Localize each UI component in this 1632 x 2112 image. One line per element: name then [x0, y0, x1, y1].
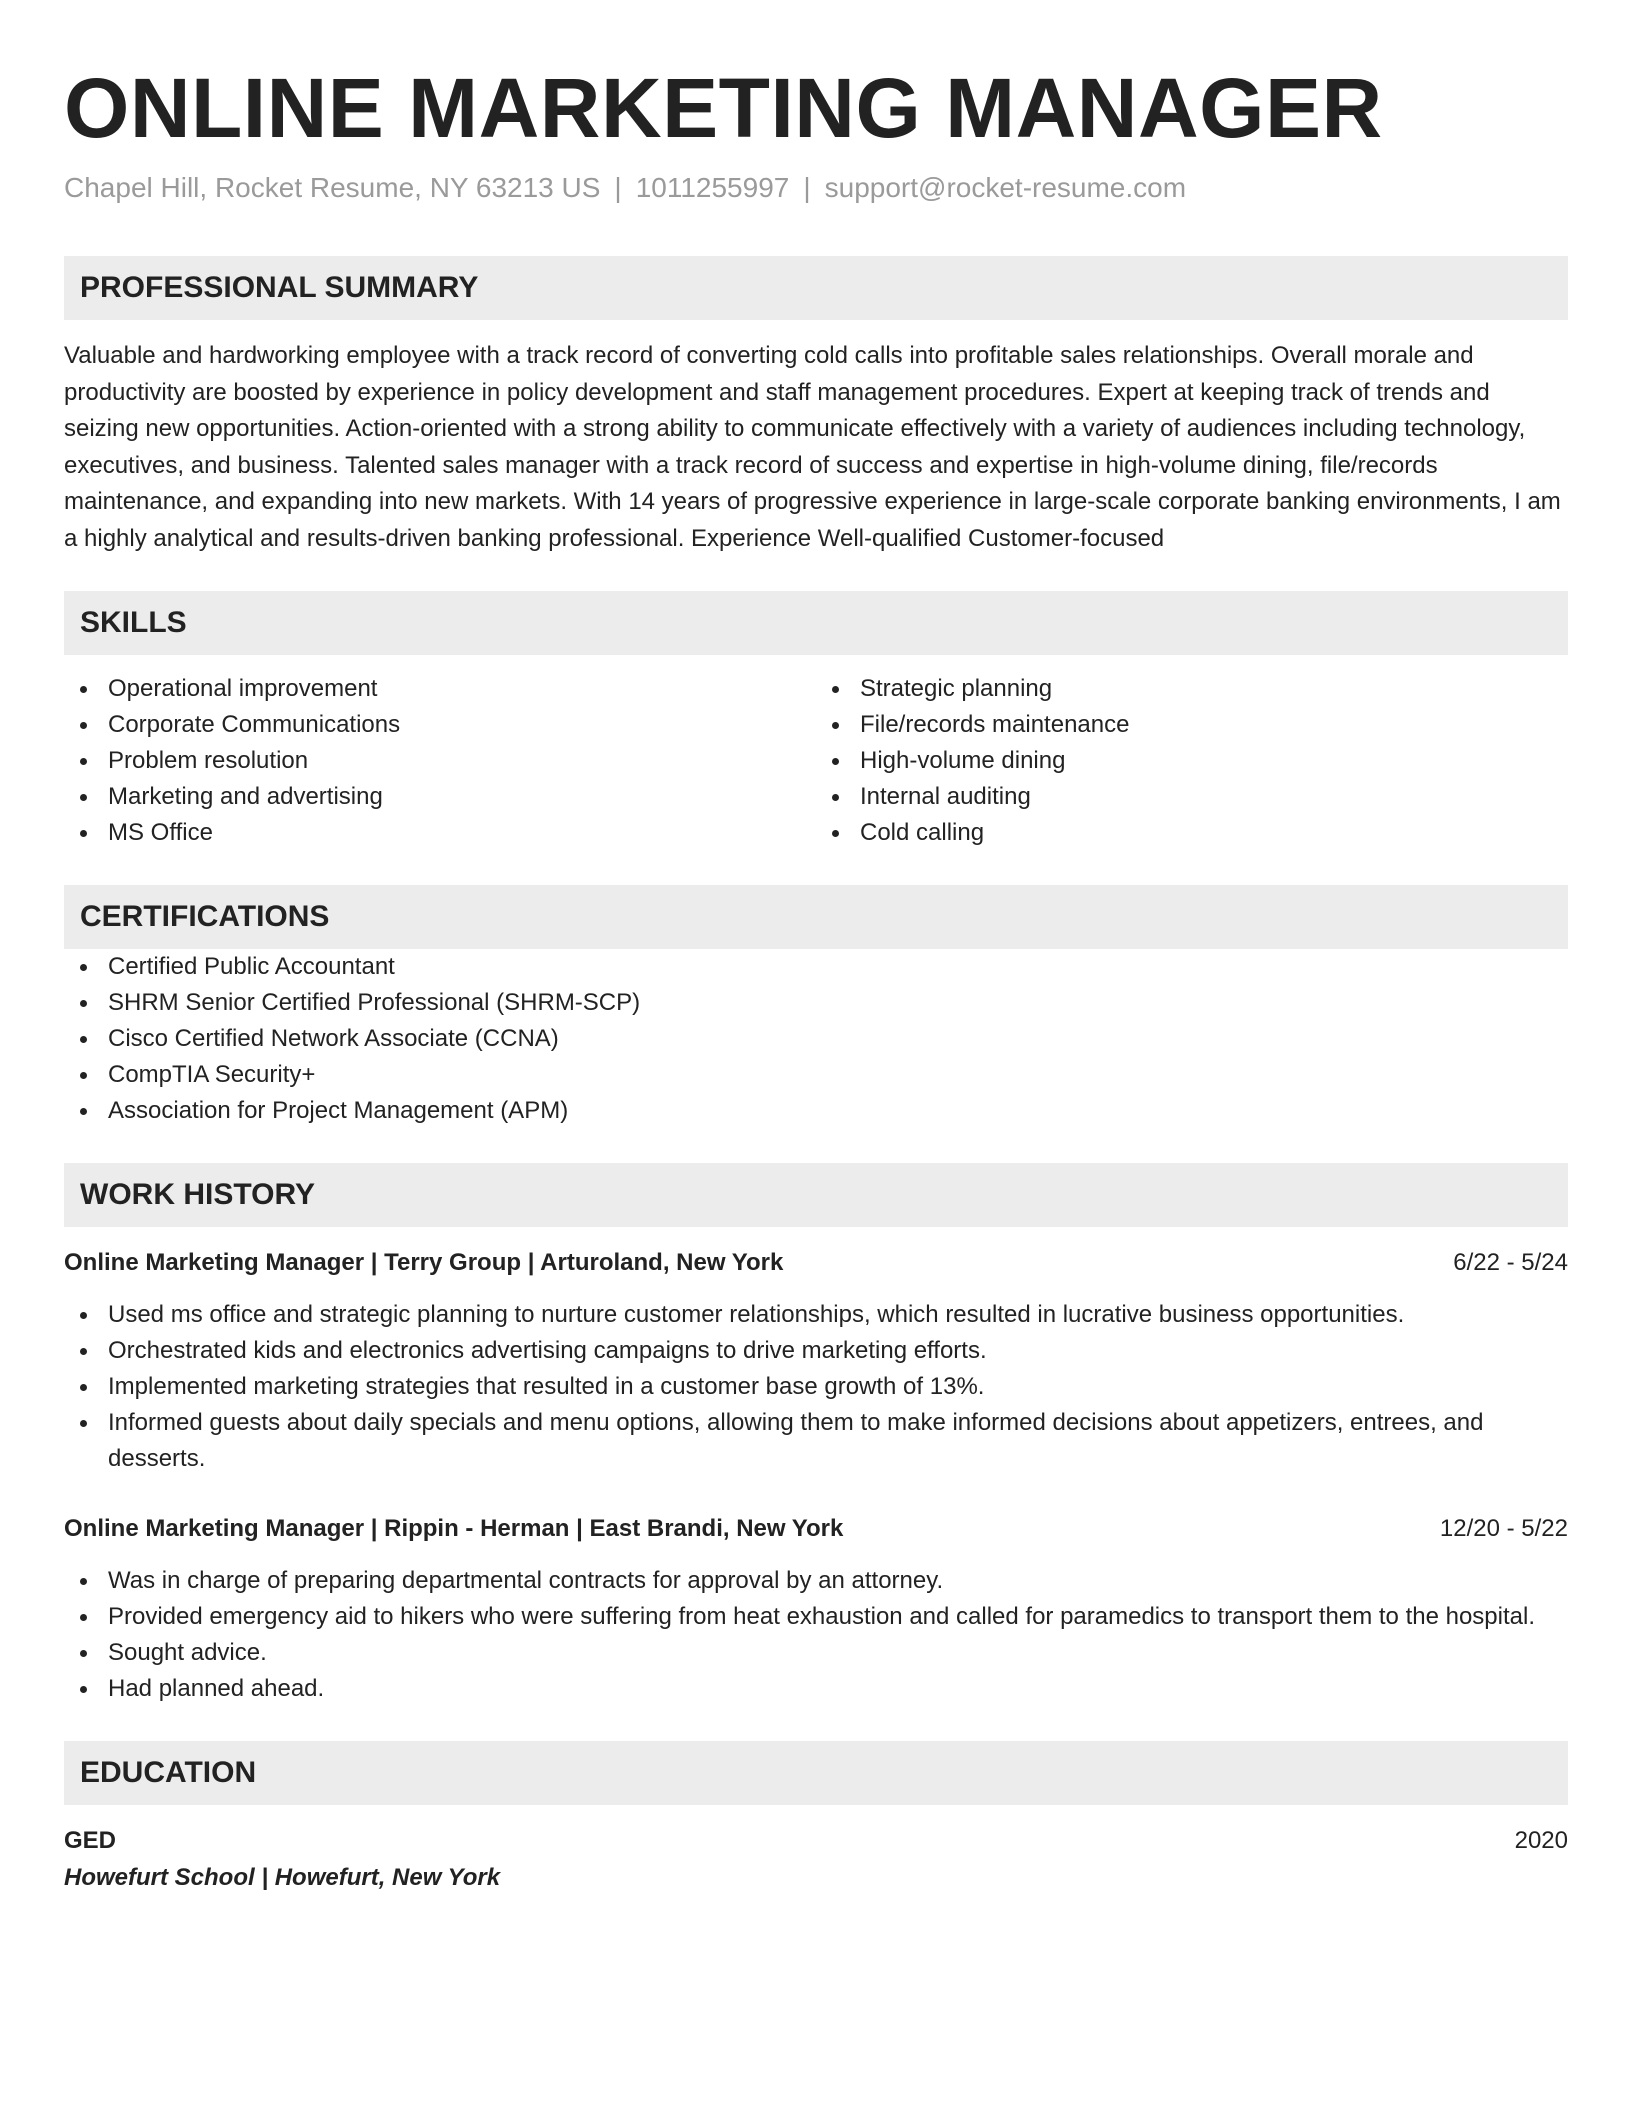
certification-item: Association for Project Management (APM): [64, 1093, 1568, 1129]
job-dates: 12/20 - 5/22: [1439, 1515, 1568, 1542]
education-school: Howefurt School | Howefurt, New York: [64, 1864, 501, 1891]
job-header: [64, 1245, 1568, 1281]
job-dates: 6/22 - 5/24: [1453, 1249, 1568, 1276]
certification-item: CompTIA Security+: [64, 1057, 1568, 1093]
contact-line: [64, 170, 1568, 206]
education-header: [64, 1823, 1568, 1859]
certification-item: Cisco Certified Network Associate (CCNA): [64, 1021, 1568, 1057]
skills-list-left: [64, 671, 816, 851]
education-year: 2020: [1514, 1827, 1568, 1854]
section-header-certifications: CERTIFICATIONS: [64, 885, 1568, 949]
job-bullet: Orchestrated kids and electronics advertising campaigns to drive marketing efforts.: [64, 1333, 1568, 1369]
skill-item: Corporate Communications: [64, 707, 816, 743]
job-bullet: Had planned ahead.: [64, 1671, 1568, 1707]
contact-address: Chapel Hill, Rocket Resume, NY 63213 US: [64, 172, 601, 203]
job-bullets: [64, 1297, 1568, 1477]
section-header-summary: PROFESSIONAL SUMMARY: [64, 256, 1568, 320]
skill-item: Strategic planning: [816, 671, 1568, 707]
contact-separator: |: [803, 172, 811, 203]
job-entry: [64, 1245, 1568, 1477]
job-bullet: Sought advice.: [64, 1635, 1568, 1671]
contact-separator: |: [614, 172, 622, 203]
skill-item: Problem resolution: [64, 743, 816, 779]
job-bullet: Informed guests about daily specials and menu options, allowing them to make informed decisions about appetizers, entrees, and desserts.: [64, 1405, 1568, 1477]
certifications-list: [64, 949, 1568, 1129]
job-bullet: Was in charge of preparing departmental contracts for approval by an attorney.: [64, 1563, 1568, 1599]
contact-email: support@rocket-resume.com: [824, 172, 1187, 203]
skills-list-right: [816, 671, 1568, 851]
skill-item: Operational improvement: [64, 671, 816, 707]
skill-item: Internal auditing: [816, 779, 1568, 815]
skills-column-right: [816, 671, 1568, 851]
job-bullet: Provided emergency aid to hikers who were suffering from heat exhaustion and called for paramedics to transport them to the hospital.: [64, 1599, 1568, 1635]
skill-item: High-volume dining: [816, 743, 1568, 779]
skill-item: Marketing and advertising: [64, 779, 816, 815]
section-header-work-history: WORK HISTORY: [64, 1163, 1568, 1227]
job-bullet: Used ms office and strategic planning to nurture customer relationships, which resulted in lucrative business opportunities.: [64, 1297, 1568, 1333]
job-bullets: [64, 1563, 1568, 1707]
candidate-name: ONLINE MARKETING MANAGER: [64, 61, 1383, 155]
section-header-education: EDUCATION: [64, 1741, 1568, 1805]
job-entry: [64, 1511, 1568, 1707]
certification-item: Certified Public Accountant: [64, 949, 1568, 985]
job-title: Online Marketing Manager | Rippin - Herman | East Brandi, New York: [64, 1515, 844, 1542]
certification-item: SHRM Senior Certified Professional (SHRM-SCP): [64, 985, 1568, 1021]
summary-text: Valuable and hardworking employee with a track record of converting cold calls into profitable sales relationships. Overall morale and productivity are boosted by experience in policy development and staff management procedures. Expert at keeping track of trends and seizing new opportunities. Action-oriented with a strong ability to communicate effectively with a variety of audiences including technology, executives, and business. Talented sales manager with a track record of success and expertise in high-volume dining, file/records maintenance, and expanding into new markets. With 14 years of progressive experience in large-scale corporate banking environments, I am a highly analytical and results-driven banking professional. Experience Well-qualified Customer-focused: [64, 342, 1561, 552]
contact-phone: 1011255997: [635, 172, 790, 203]
education-entry: [64, 1823, 1568, 1897]
job-header: [64, 1511, 1568, 1547]
skill-item: Cold calling: [816, 815, 1568, 851]
skills-grid: [64, 671, 1568, 851]
job-bullet: Implemented marketing strategies that resulted in a customer base growth of 13%.: [64, 1369, 1568, 1405]
section-header-skills: SKILLS: [64, 591, 1568, 655]
skill-item: MS Office: [64, 815, 816, 851]
education-degree: GED: [64, 1827, 117, 1854]
skill-item: File/records maintenance: [816, 707, 1568, 743]
job-title: Online Marketing Manager | Terry Group | Arturoland, New York: [64, 1249, 784, 1276]
skills-column-left: [64, 671, 816, 851]
